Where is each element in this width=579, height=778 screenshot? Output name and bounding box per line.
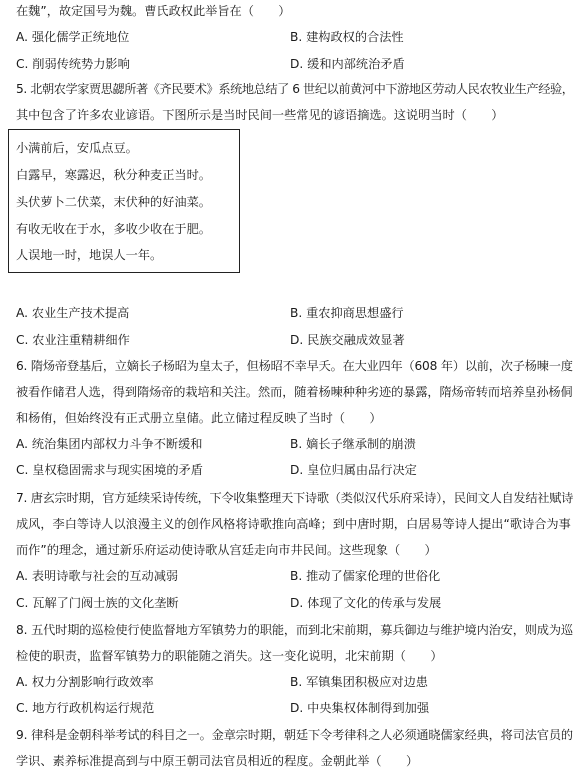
- q4-option-a[interactable]: A. 强化儒学正统地位: [16, 30, 130, 44]
- q7-option-c[interactable]: C. 瓦解了门阀士族的文化垄断: [16, 596, 179, 610]
- q6-stem-line-2: 被看作储君人选，得到隋炀帝的栽培和关注。然而，随着杨暕种种劣迹的暴露，隋炀帝转而培养皇孙杨侗: [16, 385, 573, 399]
- q8-option-a[interactable]: A. 权力分割影响行政效率: [16, 675, 154, 689]
- q5-option-a[interactable]: A. 农业生产技术提高: [16, 306, 130, 320]
- q8-option-b[interactable]: B. 军镇集团积极应对边患: [290, 675, 428, 689]
- proverb-5: 人误地一时，地误人一年。: [16, 248, 163, 262]
- q8-option-c[interactable]: C. 地方行政机构运行规范: [16, 701, 155, 715]
- q6-option-a[interactable]: A. 统治集团内部权力斗争不断缓和: [16, 437, 203, 451]
- q4-option-c[interactable]: C. 削弱传统势力影响: [16, 57, 130, 71]
- q6-option-b[interactable]: B. 嫡长子继承制的崩溃: [290, 437, 416, 451]
- proverb-4: 有收无收在于水，多收少收在于肥。: [16, 222, 211, 236]
- q6-option-d[interactable]: D. 皇位归属由品行决定: [290, 463, 417, 477]
- q5-stem-line-2: 其中包含了许多农业谚语。下图所示是当时民间一些常见的谚语摘选。这说明当时（ ）: [16, 108, 504, 122]
- q8-option-d[interactable]: D. 中央集权体制得到加强: [290, 701, 430, 715]
- q5-option-d[interactable]: D. 民族交融成效显著: [290, 333, 405, 347]
- q4-option-b[interactable]: B. 建构政权的合法性: [290, 30, 404, 44]
- q9-stem-line-2: 学识、素养标准提高到与中原王朝司法官员相近的程度。金朝此举（ ）: [16, 754, 419, 768]
- q7-option-b[interactable]: B. 推动了儒家伦理的世俗化: [290, 569, 441, 583]
- q8-stem-line-1: 8. 五代时期的巡检使行使监督地方军镇势力的职能，而到北宋前期，募兵御边与维护境内治安，则成为巡: [16, 623, 573, 637]
- q7-option-a[interactable]: A. 表明诗歌与社会的互动减弱: [16, 569, 179, 583]
- q5-option-c[interactable]: C. 农业注重精耕细作: [16, 333, 130, 347]
- q5-stem-line-1: 5. 北朝农学家贾思勰所著《齐民要术》系统地总结了 6 世纪以前黄河中下游地区劳动人民农牧业生产经验，: [16, 82, 574, 96]
- q4-stem-tail: 在魏”，故定国号为魏。曹氏政权此举旨在（ ）: [16, 4, 291, 18]
- q4-option-d[interactable]: D. 缓和内部统治矛盾: [290, 57, 405, 71]
- q5-option-b[interactable]: B. 重农抑商思想盛行: [290, 306, 404, 320]
- q6-stem-line-1: 6. 隋炀帝登基后，立嫡长子杨昭为皇太子，但杨昭不幸早夭。在大业四年（608 年）以前，次子杨暕一度: [16, 359, 573, 373]
- q9-stem-line-1: 9. 律科是金朝科举考试的科目之一。金章宗时期，朝廷下令考律科之人必须通晓儒家经典，将司法官员的: [16, 728, 573, 742]
- q7-option-d[interactable]: D. 体现了文化的传承与发展: [290, 596, 442, 610]
- proverb-1: 小满前后，安瓜点豆。: [16, 141, 138, 155]
- proverb-3: 头伏萝卜二伏菜，末伏种的好油菜。: [16, 195, 211, 209]
- q7-stem-line-1: 7. 唐玄宗时期，官方延续采诗传统，下令收集整理天下诗歌（类似汉代乐府采诗），民间文人自发结社赋诗: [16, 491, 574, 505]
- proverb-box: [8, 129, 240, 273]
- q7-stem-line-2: 成风，李白等诗人以浪漫主义的创作风格将诗歌推向高峰；到中唐时期，白居易等诗人提出“歌诗合为事: [16, 517, 571, 531]
- q6-option-c[interactable]: C. 皇权稳固需求与现实困境的矛盾: [16, 463, 203, 477]
- q7-stem-line-3: 而作”的理念，通过新乐府运动使诗歌从宫廷走向市井民间。这些现象（ ）: [16, 543, 437, 557]
- q6-stem-line-3: 和杨侑，但始终没有正式册立皇储。此立储过程反映了当时（ ）: [16, 411, 382, 425]
- q8-stem-line-2: 检使的职责，监督军镇势力的职能随之消失。这一变化说明，北宋前期（ ）: [16, 649, 443, 663]
- proverb-2: 白露早，寒露迟，秋分种麦正当时。: [16, 168, 211, 182]
